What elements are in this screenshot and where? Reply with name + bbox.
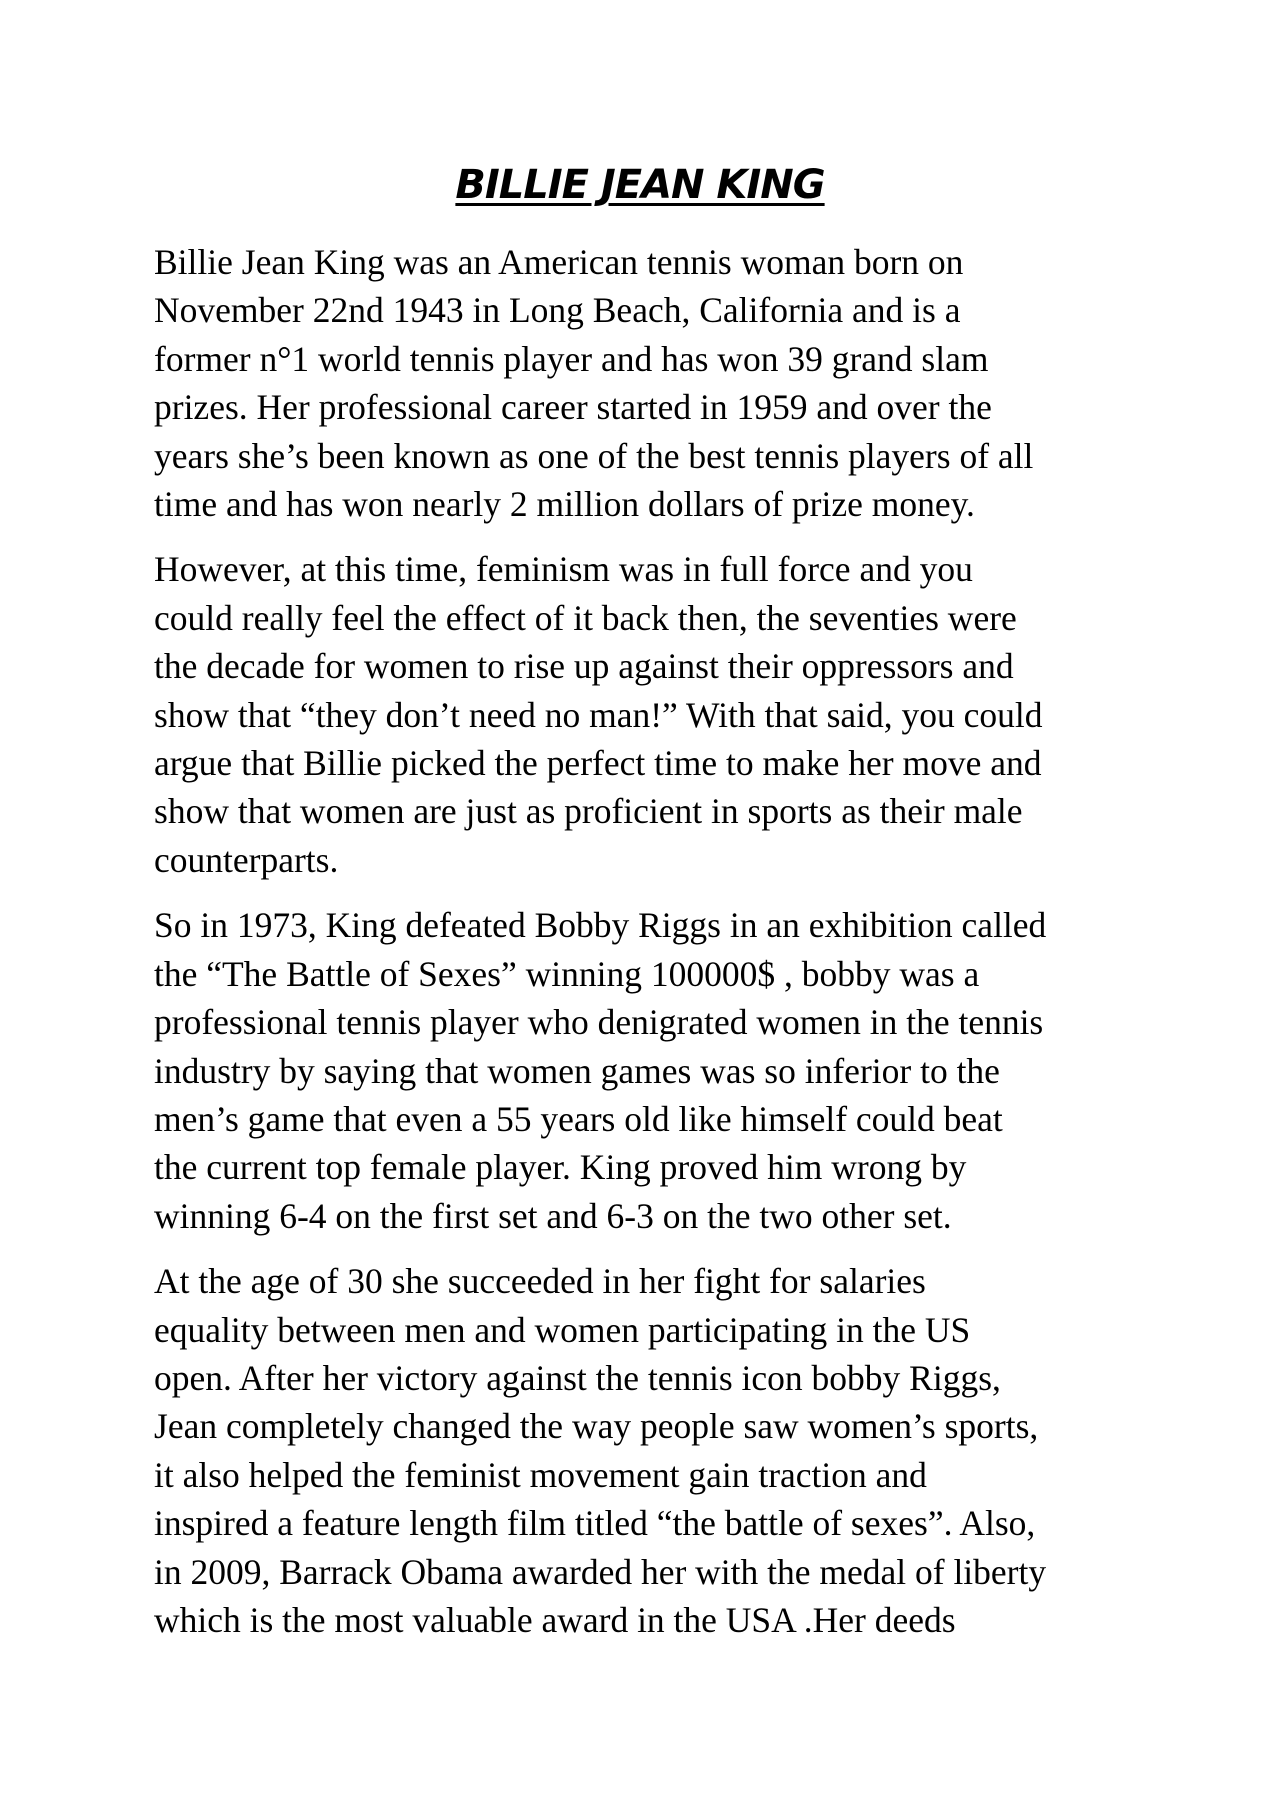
text-line: in 2009, Barrack Obama awarded her with the medal of liberty: [154, 1551, 1047, 1592]
text-line: which is the most valuable award in the USA .Her deeds: [154, 1599, 956, 1640]
text-line: the current top female player. King proved him wrong by: [154, 1147, 967, 1188]
text-line: Billie Jean King was an American tennis woman born on: [154, 242, 964, 282]
text-line: former n°1 world tennis player and has won 39 grand slam: [154, 338, 989, 379]
text-line: open. After her victory against the tennis icon bobby Riggs,: [154, 1357, 1001, 1398]
text-line: November 22nd 1943 in Long Beach, California and is a: [154, 290, 961, 331]
text-line: could really feel the effect of it back then, the seventies were: [154, 597, 1017, 638]
document-title: BILLIE JEAN KING: [455, 162, 825, 208]
paragraph-4: [154, 1257, 1154, 1644]
text-line: However, at this time, feminism was in full force and you: [154, 549, 973, 590]
text-line: men’s game that even a 55 years old like himself could beat: [154, 1098, 1003, 1139]
text-line: counterparts.: [154, 839, 339, 880]
text-line: At the age of 30 she succeeded in her fight for salaries: [154, 1261, 926, 1302]
paragraph-3: [154, 901, 1154, 1240]
paragraph-2: [154, 545, 1154, 884]
text-line: it also helped the feminist movement gain traction and: [154, 1454, 927, 1495]
text-line: the “The Battle of Sexes” winning 100000$ , bobby was a: [154, 953, 980, 994]
text-line: Jean completely changed the way people saw women’s sports,: [154, 1406, 1039, 1447]
text-line: equality between men and women participating in the US: [154, 1309, 971, 1350]
text-line: industry by saying that women games was so inferior to the: [154, 1050, 1000, 1091]
text-line: So in 1973, King defeated Bobby Riggs in an exhibition called: [154, 905, 1047, 946]
text-line: show that women are just as proficient in sports as their male: [154, 791, 1023, 832]
text-line: the decade for women to rise up against their oppressors and: [154, 646, 1014, 687]
text-line: argue that Billie picked the perfect time to make her move and: [154, 743, 1042, 784]
text-line: professional tennis player who denigrated women in the tennis: [154, 1002, 1044, 1043]
text-line: prizes. Her professional career started in 1959 and over the: [154, 387, 992, 428]
paragraph-1: [154, 238, 1154, 528]
text-line: inspired a feature length film titled “the battle of sexes”. Also,: [154, 1503, 1036, 1544]
document-body: [154, 238, 1154, 1661]
text-line: winning 6-4 on the first set and 6-3 on the two other set.: [154, 1195, 952, 1236]
text-line: time and has won nearly 2 million dollars of prize money.: [154, 484, 975, 525]
text-line: years she’s been known as one of the best tennis players of all: [154, 435, 1034, 476]
text-line: show that “they don’t need no man!” With that said, you could: [154, 694, 1043, 735]
